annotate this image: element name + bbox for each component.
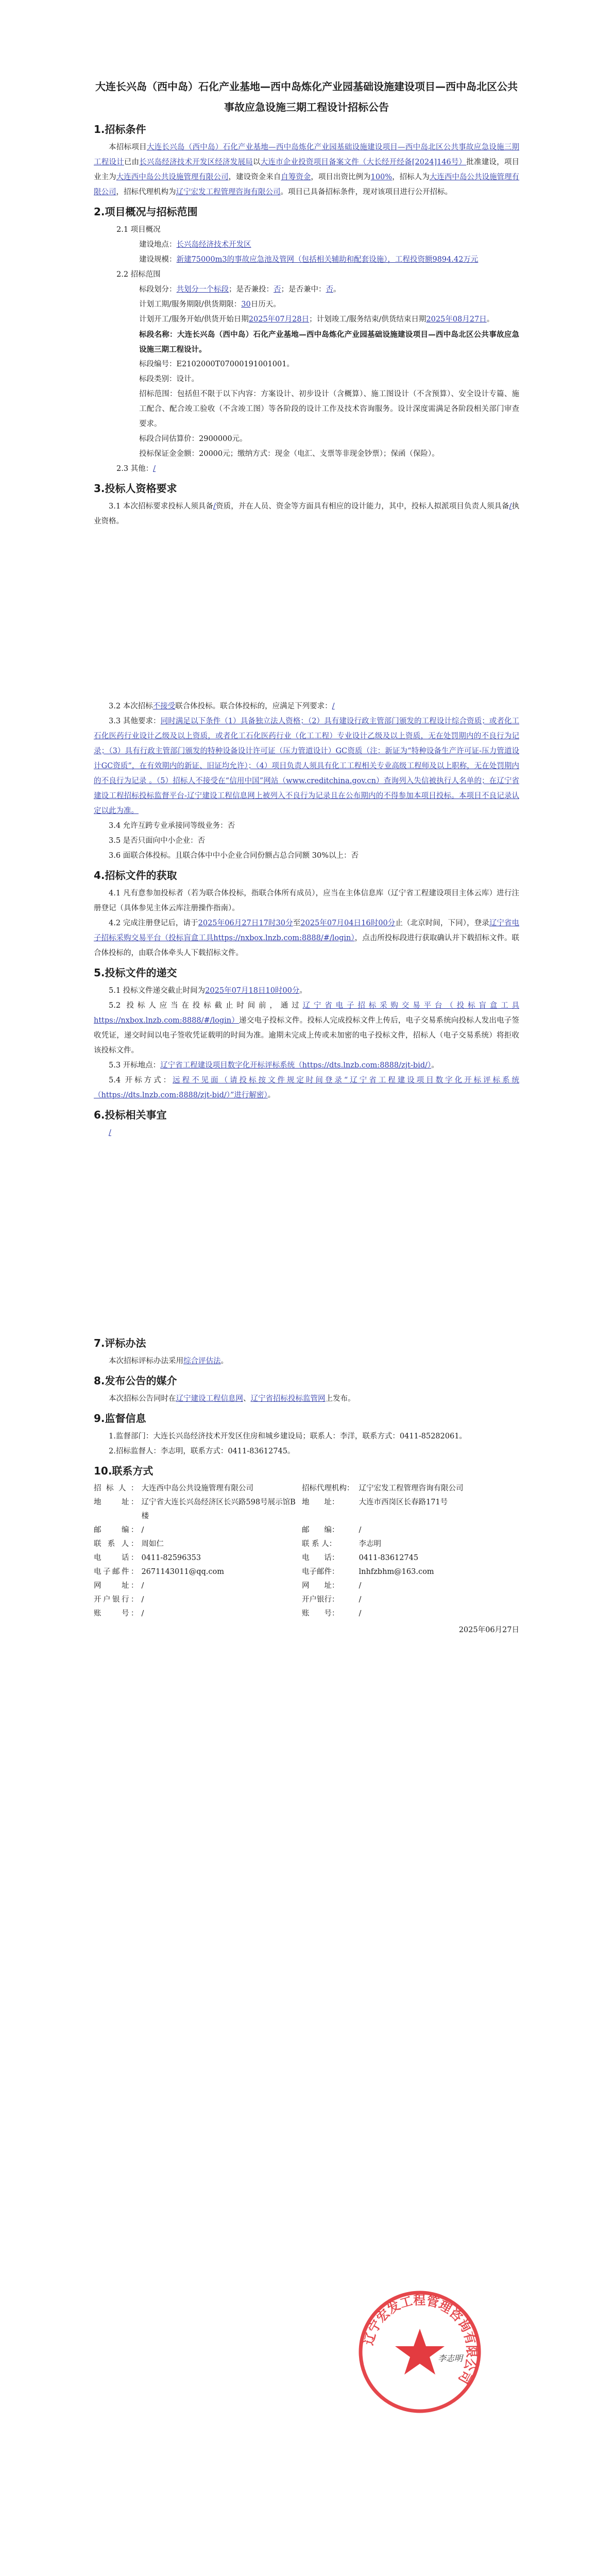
issue-date: 2025年06月27日 xyxy=(458,1626,519,1634)
other-label: 2.3 其他： xyxy=(116,465,154,473)
agent-field-label: 电子邮件： xyxy=(301,1568,339,1576)
location-label: 建设地点： xyxy=(139,241,177,249)
contact-row xyxy=(94,1482,519,1496)
agent-field-label: 邮 编： xyxy=(301,1526,339,1534)
tenderer-field-value: 大连西中岛公共设施管理有限公司 xyxy=(141,1484,253,1493)
submit-text: 5.2 投标人应当在投标截止时间前，通过 xyxy=(109,1002,303,1010)
s1-text-segment: 本招标项目 xyxy=(109,143,147,151)
scope-value: 包括但不限于以下内容：方案设计、初步设计（含概算）、施工图设计（不含预算）、安全设计专篇、施工配合、配合竣工验收（不含竣工图）等各阶段的设计工作及技术咨询服务。设计深度需满足各阶段相关部门审查要求。 xyxy=(139,390,520,428)
s1-underlined-segment: 长兴岛经济技术开发区经济发展局 xyxy=(139,158,253,166)
duration-unit: 日历天。 xyxy=(250,300,281,309)
s1-text-segment: 以 xyxy=(252,158,261,166)
s1-underlined-segment: 大连市企业投资项目备案文件（大长经开经备[2024]146号） xyxy=(260,158,467,166)
supervisor-dept: 1.监督部门：大连长兴岛经济技术开发区住房和城乡建设局；联系人：李洋，联系方式：0411-85282061。 xyxy=(109,1432,467,1440)
tenderer-field-label: 联 系 人： xyxy=(94,1540,139,1548)
agent-field-label: 联 系 人： xyxy=(301,1540,337,1548)
s2-1-label: 2.1 项目概况 xyxy=(116,226,161,234)
contact-row xyxy=(94,1579,519,1593)
section-2-heading: 2.项目概况与招标范围 xyxy=(94,206,198,218)
media-text2: 上发布。 xyxy=(325,1395,355,1403)
section-6-content: / xyxy=(109,1129,111,1137)
open-method-label: 5.4 开标方式： xyxy=(109,1076,173,1084)
estimate-label: 标段合同估算价： xyxy=(139,435,199,443)
section-5-heading: 5.投标文件的递交 xyxy=(94,967,177,979)
open-method-value[interactable]: 远程不见面（请投标按文件规定时间登录“辽宁省工程建设项目数字化开标评标系统（https://dts.lnzb.com:8888/zjt-bid/）”进行解密） xyxy=(94,1076,519,1099)
qual-3-5-label: 3.5 是否只面向中小企业： xyxy=(109,837,198,845)
qual-3-1-license: / xyxy=(509,502,512,511)
contact-row xyxy=(94,1593,519,1607)
tenderer-field-label: 邮 编： xyxy=(94,1526,139,1534)
tenderer-field-label: 电子邮件： xyxy=(94,1568,139,1576)
combined-win-value: 否 xyxy=(326,285,333,294)
qual-3-2-text: 3.2 本次招标 xyxy=(109,702,153,710)
tenderer-field-value: / xyxy=(141,1596,144,1604)
duration-value: 30 xyxy=(241,300,251,309)
qual-3-3-value: 同时满足以下条件（1）具备独立法人资格；（2）具有建设行政主管部门颁发的工程设计综合资质；或者化工石化医药行业设计乙级及以上资质，或者化工石化医药行业（化工工程）专业设计乙级及以上资质，无在处罚期内的不良行为记录；（3）具有行政主管部门颁发的特种设备设计许可证（压力管道设计）GC资质（注：新证为“特种设备生产许可证-压力管道设计GC资质”，在有效期内的新证、旧证均允许）；（4）项目负责人须具有化工工程相关专业高级工程师及以上职称，无在处罚期内的不良行为记录 。（5）招标人不接受在“信用中国”网站（www.creditchina.gov.cn）查询列入失信被执行人名单的；在辽宁省建设工程招标投标监督平台-辽宁建设工程信息网上被列入不良行为记录且在公布期内的不得参加本项目投标。本项目不良记录认定以此为准。 xyxy=(94,717,520,815)
section-8-heading: 8.发布公告的媒介 xyxy=(94,1375,177,1387)
agent-field-label: 地 址： xyxy=(301,1498,339,1506)
agent-field-value: 李志明 xyxy=(359,1540,381,1548)
agent-field-value: lnhfzbhm@163.com xyxy=(359,1568,434,1576)
tenderer-field-label: 招标人： xyxy=(94,1484,139,1493)
agent-field-label: 电 话： xyxy=(301,1554,339,1562)
agent-field-label: 网 址： xyxy=(301,1582,339,1590)
agent-field-value: / xyxy=(359,1526,362,1534)
estimate-value: 2900000元。 xyxy=(199,435,247,443)
s1-text-segment: 已由 xyxy=(124,158,140,166)
section-type-value: 设计。 xyxy=(176,375,199,383)
section-number-label: 标段编号： xyxy=(139,360,177,368)
blank-space xyxy=(94,529,519,699)
contact-row xyxy=(94,1523,519,1537)
signature: 李志明 xyxy=(438,2353,463,2363)
punct: 。 xyxy=(431,1061,439,1070)
agent-field-value: / xyxy=(359,1582,362,1590)
s1-underlined-segment: 大连西中岛公共设施管理有限公司 xyxy=(94,173,520,196)
contact-row xyxy=(94,1565,519,1579)
page-title: 大连长兴岛（西中岛）石化产业基地—西中岛炼化产业园基础设施建设项目—西中岛北区公共事故应急设施三期工程设计招标公告 xyxy=(95,80,518,113)
company-seal xyxy=(355,2287,484,2416)
punct: 。 xyxy=(267,1091,276,1099)
deadline-label: 5.1 投标文件递交截止时间为 xyxy=(109,987,206,995)
qual-3-4-value: 否 xyxy=(227,822,235,830)
qual-3-5-value: 否 xyxy=(197,837,206,845)
agent-field-label: 开户银行： xyxy=(301,1596,339,1604)
other-value: / xyxy=(153,465,156,473)
obtain-to: 至 xyxy=(293,919,301,927)
tenderer-field-value: 0411-82596353 xyxy=(141,1554,201,1562)
tenderer-field-label: 地 址： xyxy=(94,1498,139,1506)
contact-table xyxy=(94,1482,519,1621)
open-location-link[interactable]: 辽宁省工程建设项目数字化开标评标系统（https://dts.lnzb.com:8888/zjt-bid/） xyxy=(160,1061,432,1070)
agent-field-value: / xyxy=(359,1609,362,1618)
qual-3-4-label: 3.4 允许互跨专业承接同等级业务： xyxy=(109,822,228,830)
agent-field-value: 大连市西岗区长春路171号 xyxy=(359,1498,448,1506)
punct: 。 xyxy=(220,1357,228,1365)
qual-3-2-value: 不接受 xyxy=(152,702,176,710)
s1-underlined-segment: 大连西中岛公共设施管理有限公司 xyxy=(116,173,229,181)
agent-field-value: 0411-83612745 xyxy=(359,1554,419,1562)
section-type-label: 标段类别： xyxy=(139,375,177,383)
section-6-heading: 6.投标相关事宜 xyxy=(94,1109,167,1121)
s1-text-segment: ，招标人为 xyxy=(392,173,430,181)
announcement xyxy=(94,76,519,1635)
obtain-text3: ，点击所投标段进行获取确认并下载招标文件。联合体投标的，由联合体牵头人下载招标文件。 xyxy=(94,934,520,957)
section-1-heading: 1.招标条件 xyxy=(94,123,146,135)
section-name-label: 标段名称： xyxy=(139,330,177,339)
agent-field-value: 辽宁宏发工程管理咨询有限公司 xyxy=(359,1484,464,1493)
tenderer-field-label: 开户银行： xyxy=(94,1596,139,1604)
open-location-label: 5.3 开标地点： xyxy=(109,1061,161,1070)
tenderer-field-value: / xyxy=(141,1582,144,1590)
tenderer-field-value: 辽宁省大连长兴岛经济区长兴路598号展示馆B楼 xyxy=(141,1498,296,1520)
contact-row xyxy=(94,1537,519,1551)
obtain-start: 2025年06月27日17时30分 xyxy=(198,919,293,927)
section-4-heading: 4.招标文件的获取 xyxy=(94,869,177,882)
qual-3-2-text2: 联合体投标。联合体投标的，应满足下列要求： xyxy=(175,702,332,710)
qual-3-2-req: / xyxy=(332,702,335,710)
tenderer-field-label: 电 话： xyxy=(94,1554,139,1562)
section-1-paragraph xyxy=(94,140,519,200)
division-label: 标段划分： xyxy=(139,285,177,294)
combined-win-label: ；是否兼中： xyxy=(281,285,326,294)
bond-value: 20000元；缴纳方式：现金（电汇、支票等非现金钞票）；保函（保险）。 xyxy=(199,450,439,458)
section-number-value: E2102000T07000191001001。 xyxy=(176,360,294,368)
supervisor-person: 2.招标监督人：李志明，联系方式：0411-83612745。 xyxy=(109,1447,295,1455)
s1-text-segment: ，项目出资比例为 xyxy=(311,173,371,181)
s1-underlined-segment: 辽宁宏发工程管理咨询有限公司 xyxy=(176,188,281,196)
combined-bid-value: 否 xyxy=(274,285,281,294)
qual-3-6-label: 3.6 面联合体投标。且联合体中中小企业合同份额占总合同额 30%以上： xyxy=(109,852,351,860)
location-value: 长兴岛经济技术开发区 xyxy=(176,241,251,249)
s1-underlined-segment: 自筹资金 xyxy=(281,173,311,181)
start-label: 计划开工/服务开始/供货开始日期 xyxy=(139,315,249,324)
s2-2-label: 2.2 招标范围 xyxy=(116,270,161,279)
punct: 。 xyxy=(486,315,495,324)
obtain-end: 2025年07月04日16时00分 xyxy=(300,919,396,927)
agent-field-label: 招标代理机构： xyxy=(301,1484,354,1493)
qual-3-1-text: 3.1 本次招标要求投标人须具备 xyxy=(109,502,214,511)
scale-label: 建设规模： xyxy=(139,256,177,264)
tenderer-field-value: 2671143011@qq.com xyxy=(141,1568,224,1576)
punct: 。 xyxy=(333,285,341,294)
s1-underlined-segment: 大连长兴岛（西中岛）石化产业基地—西中岛炼化产业园基础设施建设项目—西中岛北区公共事故应急设施三期工程设计 xyxy=(94,143,520,166)
section-9-heading: 9.监督信息 xyxy=(94,1412,146,1425)
bond-label: 投标保证金金额： xyxy=(139,450,199,458)
punct: 、 xyxy=(243,1395,251,1403)
division-value: 共划分一个标段 xyxy=(176,285,229,294)
contact-row xyxy=(94,1607,519,1621)
end-label: ；计划竣工/服务结束/供货结束日期 xyxy=(309,315,427,324)
contact-row xyxy=(94,1551,519,1565)
s1-text-segment: ，招标代理机构为 xyxy=(116,188,176,196)
tenderer-field-value: 周如仁 xyxy=(141,1540,164,1548)
qual-3-1-text3: 执业资格。 xyxy=(94,502,520,526)
qual-3-1-text2: 资质，并在人员、资金等方面具有相应的设计能力，其中，投标人拟派项目负责人须具备 xyxy=(215,502,509,511)
duration-label: 计划工期/服务期限/供货期限： xyxy=(139,300,242,309)
agent-field-value: / xyxy=(359,1596,362,1604)
trading-platform-link[interactable]: 辽宁省电子招标采购交易平台（投标盲盒工具https://nxbox.lnzb.com:8888/#/login） xyxy=(94,919,520,942)
qual-3-6-value: 否 xyxy=(351,852,359,860)
blank-space xyxy=(94,1141,519,1331)
eval-method: 综合评估法 xyxy=(183,1357,221,1365)
combined-bid-label: ；是否兼投： xyxy=(229,285,274,294)
section-name-value: 大连长兴岛（西中岛）石化产业基地—西中岛炼化产业园基础设施建设项目—西中岛北区公共事故应急设施三期工程设计。 xyxy=(139,330,519,354)
tenderer-field-label: 账 号： xyxy=(94,1609,139,1618)
eval-text: 本次招标评标办法采用 xyxy=(109,1357,183,1365)
tenderer-field-value: / xyxy=(141,1526,144,1534)
obtain-4-1: 4.1 凡有意参加投标者（若为联合体投标，指联合体所有成员），应当在主体信息库（辽宁省工程建设项目主体云库）进行注册登记（具体参见主体云库注册操作指南）。 xyxy=(94,889,519,912)
obtain-4-2-text: 4.2 完成注册登记后，请于 xyxy=(109,919,198,927)
tenderer-field-value: / xyxy=(141,1609,144,1618)
end-date: 2025年08月27日 xyxy=(426,315,487,324)
s1-underlined-segment: 100% xyxy=(370,173,393,181)
obtain-text2: 止（北京时间，下同），登录 xyxy=(395,919,489,927)
s1-text-segment: ，建设资金来自 xyxy=(228,173,281,181)
media-link-1[interactable]: 辽宁建设工程信息网 xyxy=(176,1395,243,1403)
submit-platform-link[interactable]: 辽宁省电子招标采购交易平台（投标盲盒工具https://nxbox.lnzb.com:8888/#/login） xyxy=(94,1002,520,1025)
tenderer-field-label: 网 址： xyxy=(94,1582,139,1590)
scale-value: 新建75000m3的事故应急池及管网（包括相关辅助和配套设施），工程投资额9894.42万元 xyxy=(176,256,479,264)
svg-text:辽宁宏发工程管理咨询有限公司: 辽宁宏发工程管理咨询有限公司 xyxy=(361,2293,479,2386)
section-3-heading: 3.投标人资格要求 xyxy=(94,482,177,495)
s1-text-segment: 。项目已具备招标条件，现对该项目进行公开招标。 xyxy=(280,188,452,196)
submit-text2: 递交电子投标文件。投标人完成投标文件上传后，电子交易系统向投标人发出电子签收凭证，递交时间以电子签收凭证载明的时间为准。逾期未完成上传或未加密的电子投标文件，招标人（电子交易系统）将拒收该投标文件。 xyxy=(94,1016,520,1055)
s1-text-segment: 批准建设，项目业主为 xyxy=(94,158,520,181)
media-text: 本次招标公告同时在 xyxy=(109,1395,176,1403)
qual-3-1-cert: / xyxy=(213,502,216,511)
scope-label: 招标范围： xyxy=(139,390,177,398)
section-10-heading: 10.联系方式 xyxy=(94,1465,154,1477)
deadline-value: 2025年07月18日10时00分 xyxy=(205,987,300,995)
agent-field-label: 账 号： xyxy=(301,1609,339,1618)
section-7-heading: 7.评标办法 xyxy=(94,1337,146,1349)
media-link-2[interactable]: 辽宁省招标投标监管网 xyxy=(250,1395,326,1403)
punct: 。 xyxy=(299,987,307,995)
start-date: 2025年07月28日 xyxy=(248,315,310,324)
qual-3-3-label: 3.3 其他要求： xyxy=(109,717,161,725)
contact-row xyxy=(94,1496,519,1523)
